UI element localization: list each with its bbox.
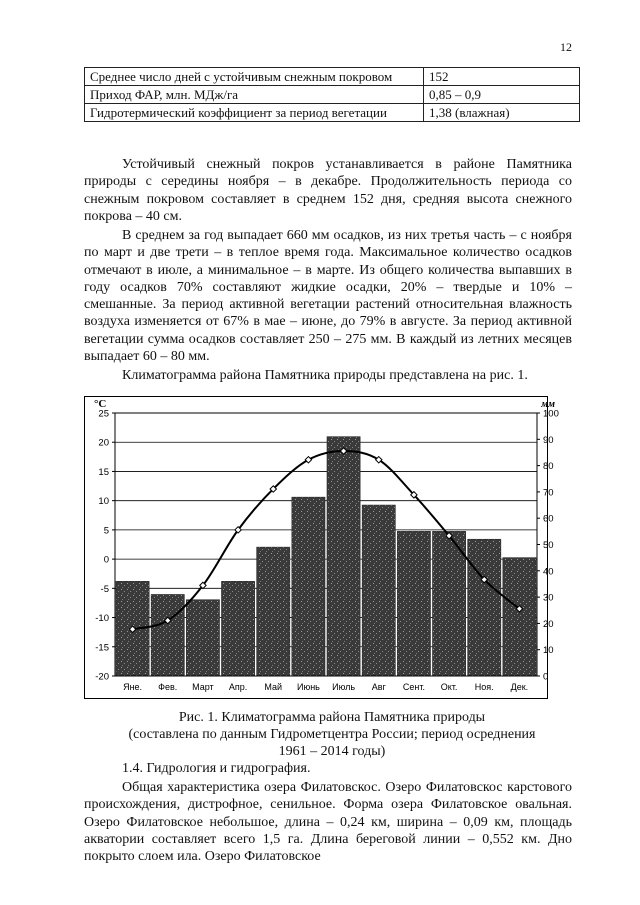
x-tick-label: Июль bbox=[332, 682, 356, 692]
x-tick-label: Апр. bbox=[228, 682, 248, 692]
section-heading: 1.4. Гидрология и гидрография. bbox=[122, 761, 311, 776]
y-tick-label-left: -20 bbox=[95, 671, 109, 683]
y-tick-label-left: 5 bbox=[103, 525, 109, 537]
figure-caption-period: 1961 – 2014 годы) bbox=[278, 744, 386, 759]
y-tick-label-right: 30 bbox=[543, 592, 554, 604]
precipitation-bar bbox=[151, 594, 184, 676]
x-tick-label: Окт. bbox=[440, 682, 458, 692]
y-tick-label-left: 25 bbox=[98, 408, 109, 420]
page-number: 12 bbox=[560, 40, 572, 54]
climatogram-svg bbox=[84, 396, 559, 699]
y-tick-label-right: 90 bbox=[543, 434, 554, 446]
table-cell-value: 152 bbox=[424, 68, 580, 86]
precipitation-bar bbox=[362, 505, 395, 676]
paragraph-snow-cover: Устойчивый снежный покров устанавливается в районе Памятника природы с середины ноября – в декабре. Продолжительность периода со снежным покровом составляет в среднем 152 дня, средняя высота снежного покрова – 40 см. bbox=[84, 157, 572, 224]
y-axis-unit-left: °C bbox=[94, 398, 107, 410]
x-tick-label: Яне. bbox=[123, 682, 143, 692]
y-tick-label-right: 100 bbox=[543, 408, 559, 420]
x-tick-label: Авг bbox=[371, 682, 386, 692]
y-tick-label-right: 20 bbox=[543, 618, 554, 630]
y-tick-label-left: 15 bbox=[98, 466, 109, 478]
precipitation-bar bbox=[327, 437, 360, 676]
table-row bbox=[85, 68, 580, 86]
table-row bbox=[85, 86, 580, 104]
paragraph-precipitation: В среднем за год выпадает 660 мм осадков, из них третья часть – с ноября по март и две трети – в теплое время года. Максимальное количество осадков отмечают в июле, а минимальное – в марте. Из общего количества выпавших в году осадков 70% составляют жидкие осадки, 20% – твердые и 10% – смешанные. За период активной вегетации растений относительная влажность воздуха изменяется от 67% в мае – июне, до 79% в августе. За период активной вегетации сумма осадков составляет 250 – 275 мм. В каждый из летних месяцев выпадает 60 – 80 мм. bbox=[84, 228, 572, 365]
paragraph-lake: Общая характеристика озера Филатовскос. Озеро Филатовскос карстового происхождения, дистрофное, сенильное. Форма озера Филатовское овальная. Озеро Филатовское небольшое, длина – 0,24 км, ширина – 0,09 км, площадь акватории составляет всего 1,5 га. Длина береговой линии – 0,552 км. Дно покрыто слоем ила. Озеро Филатовское bbox=[84, 780, 572, 865]
precipitation-bar bbox=[433, 531, 466, 676]
y-tick-label-right: 0 bbox=[543, 671, 549, 683]
paragraph-figure-intro: Климатограмма района Памятника природы представлена на рис. 1. bbox=[122, 368, 528, 383]
table-cell-param: Гидротермический коэффициент за период вегетации bbox=[85, 104, 424, 122]
precipitation-bar bbox=[257, 547, 290, 676]
y-axis-unit-right: мм bbox=[541, 399, 555, 410]
y-tick-label-left: -10 bbox=[95, 613, 109, 625]
y-tick-label-right: 70 bbox=[543, 487, 554, 499]
y-tick-label-left: -5 bbox=[100, 583, 109, 595]
y-tick-label-right: 50 bbox=[543, 540, 554, 551]
x-tick-label: Сент. bbox=[402, 682, 425, 692]
y-tick-label-right: 10 bbox=[543, 645, 554, 657]
precipitation-bar bbox=[503, 558, 536, 676]
y-tick-label-right: 60 bbox=[543, 513, 554, 525]
precipitation-bar bbox=[222, 581, 255, 676]
table-cell-param: Приход ФАР, млн. МДж/га bbox=[85, 86, 424, 104]
precipitation-bar bbox=[292, 497, 325, 676]
figure-caption-title: Рис. 1. Климатограмма района Памятника природы bbox=[178, 710, 486, 725]
y-tick-label-right: 80 bbox=[543, 461, 554, 473]
table-cell-value: 0,85 – 0,9 bbox=[424, 86, 580, 104]
climatogram-chart bbox=[84, 396, 559, 699]
x-tick-label: Март bbox=[192, 682, 214, 692]
table-cell-value: 1,38 (влажная) bbox=[424, 104, 580, 122]
y-tick-label-left: 10 bbox=[98, 496, 109, 508]
x-tick-label: Дек. bbox=[510, 682, 529, 692]
precipitation-bar bbox=[397, 531, 430, 676]
x-tick-label: Ноя. bbox=[474, 682, 494, 692]
y-tick-label-left: 0 bbox=[103, 554, 109, 566]
y-tick-label-left: 20 bbox=[98, 437, 109, 449]
y-tick-label-left: -15 bbox=[95, 642, 109, 654]
y-tick-label-right: 40 bbox=[543, 566, 554, 578]
table-cell-param: Среднее число дней с устойчивым снежным покровом bbox=[85, 68, 424, 86]
x-tick-label: Фев. bbox=[158, 682, 178, 692]
figure-caption-source: (составлена по данным Гидрометцентра России; период осреднения bbox=[128, 727, 536, 742]
x-tick-label: Май bbox=[264, 682, 283, 692]
precipitation-bar bbox=[186, 600, 219, 676]
precipitation-bar bbox=[468, 539, 501, 676]
climate-parameters-table bbox=[84, 67, 580, 122]
x-tick-label: Июнь bbox=[296, 682, 320, 692]
table-row bbox=[85, 104, 580, 122]
